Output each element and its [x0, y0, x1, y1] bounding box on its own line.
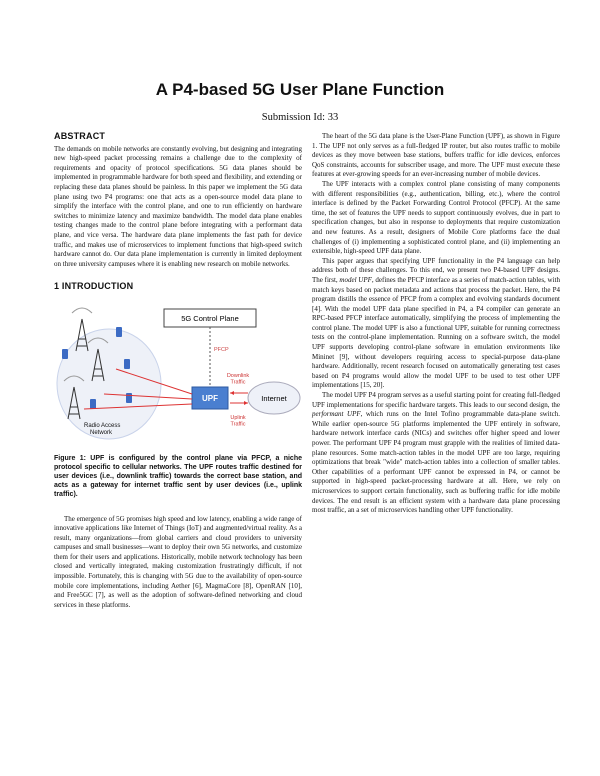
phone-icon — [116, 327, 122, 337]
internet-label: Internet — [261, 393, 287, 403]
right-column — [312, 132, 560, 516]
ran-label-line2: Network — [90, 429, 113, 436]
performant-upf-term: performant UPF — [312, 410, 361, 419]
phone-icon — [126, 393, 132, 403]
phone-icon — [124, 359, 130, 369]
pfcp-label: PFCP — [214, 346, 229, 353]
abstract-text: The demands on mobile networks are constantly evolving, but designing and integrating new high-speed packet processing remains a challenge due to the complexity of requirements and opacity of protocol specifications. 5G data planes should be implemented in programmable hardware for both speed and flexibility, and extending or replacing these data planes should be painless. In this paper we implement the 5G data plane using two P4 programs: one that acts as a open-source model data plane to simplify the interface with the control plane, and one to run efficiently on hardware switches to minimize latency and maximize bandwidth. The model data plane enables testing changes made to the control plane before integrating with a performant data plane, and vice versa. The hardware data plane implements the fast path for device traffic, and makes use of microservices to implement functions that high-speed switch hardware cannot do. Our data plane implementation is currently in limited deployment on three university campuses where it is enabling new research on mobile networks. — [54, 144, 302, 268]
intro-paragraph-1: The emergence of 5G promises high speed and low latency, enabling a wide range of innovative applications like Internet of Things (IoT) and augmented/virtual reality. As a result, many organizations—from global carriers and cloud providers to university campuses and small businesses—want to deploy their own 5G networks, and customize them for their users and applications. Historically, mobile network technology has been closed and vertically integrated, making customization frustratingly difficult, if not impossible. Fortunately, this is changing with 5G due to the availability of open-source mobile core implementations, including Aether [6], MagmaCore [8], OpenRAN [10], and Free5GC [7], as well as the adoption of software-defined networking and cloud services in these platforms. — [54, 514, 302, 609]
upf-label: UPF — [202, 393, 218, 403]
intro-heading: 1 INTRODUCTION — [54, 281, 134, 292]
uplink-label: Uplink Traffic — [230, 414, 246, 428]
phone-icon — [90, 399, 96, 409]
control-plane-label: 5G Control Plane — [181, 313, 239, 323]
abstract-heading: ABSTRACT — [54, 131, 106, 141]
figure-1 — [54, 299, 302, 444]
paper-title: A P4-based 5G User Plane Function — [155, 80, 445, 99]
right-paragraph-2: The UPF interacts with a complex control plane consisting of many components with different responsibilities (e.g., authentication, billing, etc.), where the control interface is defined by the Packet Forwarding Control Protocol (PFCP). At the same time, the set of features the UPF needs to support continuously evolves, due in part to specification changes, but also in response to deployments that require customization and new features. As a result, designers of Mobile Core platforms face the dual challenges of (i) implementing a sophisticated control plane, and (ii) implementing an extensible, high-speed UPF data plane. — [312, 179, 560, 256]
submission-id: Submission Id: 33 — [261, 112, 339, 123]
left-column — [54, 132, 302, 610]
right-paragraph-1: The heart of the 5G data plane is the User-Plane Function (UPF), as shown in Figure 1. The UPF not only serves as a full-fledged IP router, but also routes traffic to mobile devices as they move between base stations, buffers traffic for idle devices, enforces QoS constraints, accounts for subscriber usage, and more. The UPF must execute these features at ever-growing speeds for an ever-increasing number of mobile devices. — [312, 132, 560, 179]
downlink-label: Downlink Traffic — [226, 372, 250, 386]
right-paragraph-4: The model UPF P4 program serves as a useful starting point for creating full-fledged UPF implementations for specific hardware targets. This leads to our second design, the performant UPF, which runs on the Intel Tofino programmable data-plane switch. While earlier open-source 5G platforms implemented the UPF entirely in software, hardware network interface cards (NICs) and switches offer higher speed and lower power. The performant UPF P4 program must grapple with the realities of limited data-plane resources. Some match-action tables in the model UPF are too large, requiring optimizations that break "wide" match-action tables into a collection of smaller tables. Other capabilities of a performant UPF cannot be expressed in P4, or cannot be supported in high-speed packet-processing hardware at all. Here, we rely on microservices to support certain functionality, such as buffering traffic for idle mobile devices. The end result is an efficient system with a hardware data plane processing most traffic, an a set of microservices handling other UPF functionality. — [312, 391, 560, 515]
right-paragraph-3: This paper argues that specifying UPF functionality in the P4 language can help address both of these challenges. To this end, we present two P4-based UPF designs. The first, model UPF, defines the PFCP interface as a series of match-action tables, with match keys based on packet metadata and actions that process the packet. Here, the P4 program distills the essence of PFCP from a complex and evolving standards document [4]. With the model UPF data plane specified in P4, a P4 compiler can generate an RPC-based PFCP interface automatically, simplifying the process of implementing the control plane. The model UPF is also a functional UPF, suitable for running correctness tests on the control-plane implementation. Running on a software switch, the model UPF supports developing control-plane software in emulation environments like Mininet [9], without developers requiring access to special-purpose data-plane hardware. Additionally, recent research focused on automatically generating test cases based on P4 programs would allow the model UPF to be used to test other UPF implementations [15, 20]. — [312, 256, 560, 390]
model-upf-term: model UPF — [339, 275, 372, 284]
phone-icon — [62, 349, 68, 359]
ran-label-line1: Radio Access — [84, 422, 121, 429]
figure-caption: Figure 1: UPF is configured by the control plane via PFCP, a niche protocol specific to cellular networks. The UPF routes traffic destined for user devices (i.e., downlink traffic) towards the correct base station, and acts as a gateway for internet traffic sent by user devices (i.e., uplink traffic). — [54, 454, 302, 499]
